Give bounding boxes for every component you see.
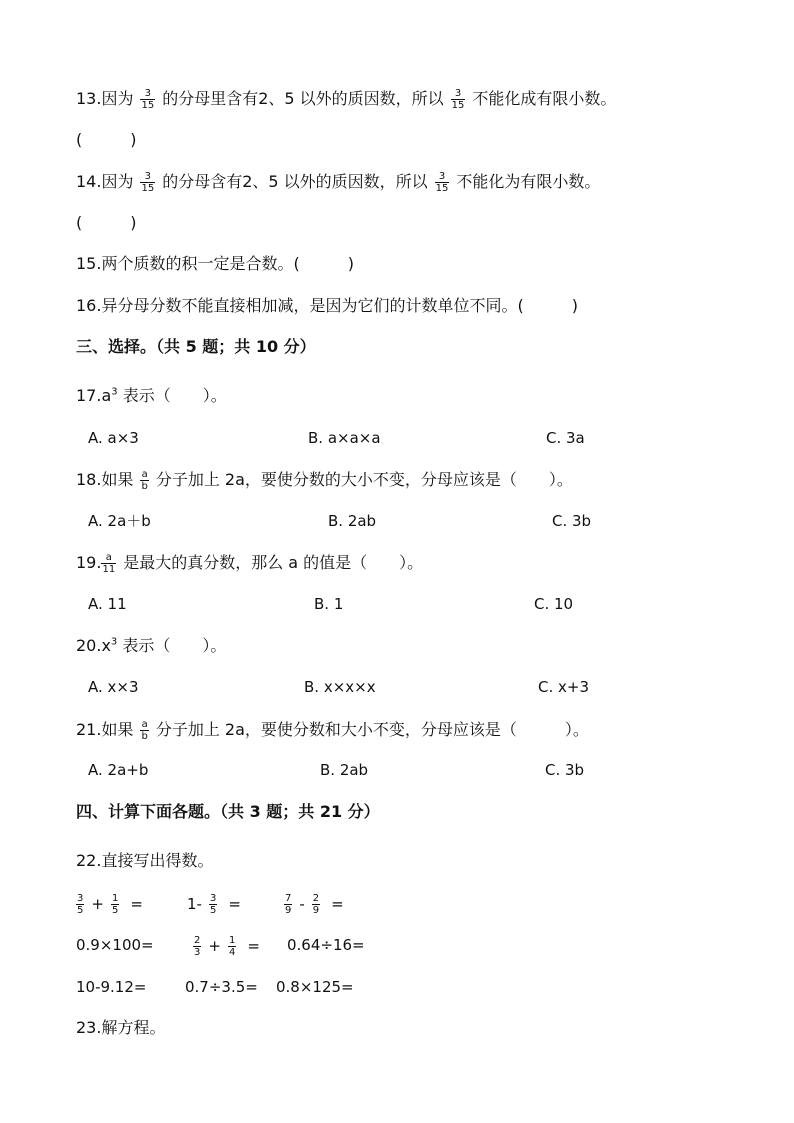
fraction (312, 893, 320, 916)
question-13 (76, 88, 616, 111)
denominator: 3 (194, 947, 201, 958)
question-15: 15.两个质数的积一定是合数。( ) (76, 254, 354, 273)
denominator: 15 (141, 100, 155, 111)
fraction (209, 893, 217, 916)
denominator: 4 (228, 947, 236, 958)
operator: + (91, 895, 104, 913)
denominator: b (141, 731, 148, 742)
equals: = (331, 895, 344, 913)
q21-text-b: 分子加上 2a，要使分数和大小不变，分母应该是（ ）。 (155, 720, 589, 739)
denominator: 9 (312, 905, 320, 916)
calc-r2c3: 0.64÷16= (287, 936, 365, 954)
q19-text-b: 是最大的真分数，那么 a 的值是（ ）。 (123, 553, 424, 572)
q13-fraction-2 (451, 88, 466, 111)
q20-text-b: 表示（ ）。 (117, 636, 227, 655)
q20-option-b[interactable]: B. x×x×x (304, 678, 376, 696)
calc-r1c3 (284, 893, 344, 916)
operator: - (299, 895, 305, 913)
denominator: 5 (111, 905, 119, 916)
denominator: 15 (141, 183, 155, 194)
q18-option-b[interactable]: B. 2ab (328, 512, 377, 530)
fraction (111, 893, 119, 916)
calc-r2c2 (193, 935, 260, 958)
q21-option-a[interactable]: A. 2a+b (88, 761, 149, 779)
numerator: 3 (144, 88, 151, 99)
q13-fraction-1 (140, 88, 155, 111)
q18-text-a: 18.如果 (76, 470, 134, 489)
equals: = (228, 895, 241, 913)
denominator: b (141, 481, 148, 492)
question-17 (76, 386, 227, 406)
q13-answer-paren[interactable]: ( ) (76, 130, 137, 149)
denominator: 9 (285, 905, 292, 916)
q20-option-c[interactable]: C. x+3 (538, 678, 589, 696)
q18-fraction (140, 469, 148, 492)
numerator: 3 (144, 171, 151, 182)
prefix: 1- (187, 895, 202, 913)
denominator: 5 (209, 905, 217, 916)
numerator: 3 (454, 88, 462, 99)
section-3-heading: 三、选择。（共 5 题；共 10 分） (76, 337, 316, 356)
numerator: a (105, 552, 112, 563)
q20-text-a: 20.x (76, 636, 111, 655)
numerator: 3 (209, 893, 217, 904)
q14-fraction-2 (435, 171, 450, 194)
q17-option-a[interactable]: A. a×3 (88, 429, 139, 447)
q17-exponent: 3 (111, 386, 118, 398)
q13-text-a: 13.因为 (76, 89, 134, 108)
question-21 (76, 719, 589, 742)
denominator: 11 (102, 564, 116, 575)
denominator: 15 (451, 100, 465, 111)
q19-option-c[interactable]: C. 10 (534, 595, 574, 613)
q14-text-a: 14.因为 (76, 172, 134, 191)
q19-option-b[interactable]: B. 1 (314, 595, 344, 613)
numerator: 2 (312, 893, 320, 904)
q19-fraction (101, 552, 116, 575)
q20-option-a[interactable]: A. x×3 (88, 678, 139, 696)
question-20 (76, 636, 226, 656)
question-22-title: 22.直接写出得数。 (76, 851, 214, 870)
numerator: 3 (438, 171, 446, 182)
fraction (284, 893, 292, 916)
denominator: 5 (77, 905, 84, 916)
calc-r1c2 (187, 893, 241, 916)
calc-r3c1: 10-9.12= (76, 978, 147, 996)
denominator: 15 (435, 183, 449, 194)
q14-answer-paren[interactable]: ( ) (76, 213, 137, 232)
question-16: 16.异分母分数不能直接相加减，是因为它们的计数单位不同。( ) (76, 296, 578, 315)
q13-text-c: 不能化成有限小数。 (472, 89, 617, 108)
q21-option-b[interactable]: B. 2ab (320, 761, 369, 779)
fraction (193, 935, 201, 958)
q21-fraction (140, 719, 148, 742)
q17-option-c[interactable]: C. 3a (546, 429, 585, 447)
numerator: 7 (285, 893, 292, 904)
calc-r1c1 (76, 893, 143, 916)
section-4-heading: 四、计算下面各题。（共 3 题；共 21 分） (76, 802, 380, 821)
operator: + (208, 937, 221, 955)
q20-exponent: 3 (110, 636, 118, 648)
question-23-title: 23.解方程。 (76, 1018, 166, 1037)
fraction (76, 893, 84, 916)
question-18 (76, 469, 573, 492)
numerator: 3 (77, 893, 84, 904)
calc-r3c3: 0.8×125= (276, 978, 354, 996)
q17-option-b[interactable]: B. a×a×a (308, 429, 381, 447)
calc-r3c2: 0.7÷3.5= (185, 978, 258, 996)
fraction (228, 935, 236, 958)
numerator: 2 (194, 935, 201, 946)
q13-text-b: 的分母里含有2、5 以外的质因数，所以 (162, 89, 444, 108)
numerator: a (141, 719, 148, 730)
q14-fraction-1 (140, 171, 155, 194)
q19-text-a: 19. (76, 553, 102, 572)
equals: = (247, 937, 260, 955)
equals: = (130, 895, 143, 913)
q14-text-b: 的分母含有2、5 以外的质因数，所以 (162, 172, 428, 191)
q18-text-b: 分子加上 2a，要使分数的大小不变，分母应该是（ ）。 (155, 470, 573, 489)
numerator: 1 (111, 893, 119, 904)
q17-text-b: 表示（ ）。 (117, 386, 227, 405)
numerator: a (141, 469, 148, 480)
q21-option-c[interactable]: C. 3b (545, 761, 585, 779)
numerator: 1 (228, 935, 236, 946)
q14-text-c: 不能化为有限小数。 (456, 172, 601, 191)
question-19 (76, 552, 423, 575)
q19-option-a[interactable]: A. 11 (88, 595, 127, 613)
q18-option-c[interactable]: C. 3b (552, 512, 592, 530)
question-14 (76, 171, 600, 194)
q21-text-a: 21.如果 (76, 720, 134, 739)
q17-text-a: 17.a (76, 386, 112, 405)
calc-r2c1: 0.9×100= (76, 936, 154, 954)
q18-option-a[interactable]: A. 2a＋b (88, 512, 151, 530)
